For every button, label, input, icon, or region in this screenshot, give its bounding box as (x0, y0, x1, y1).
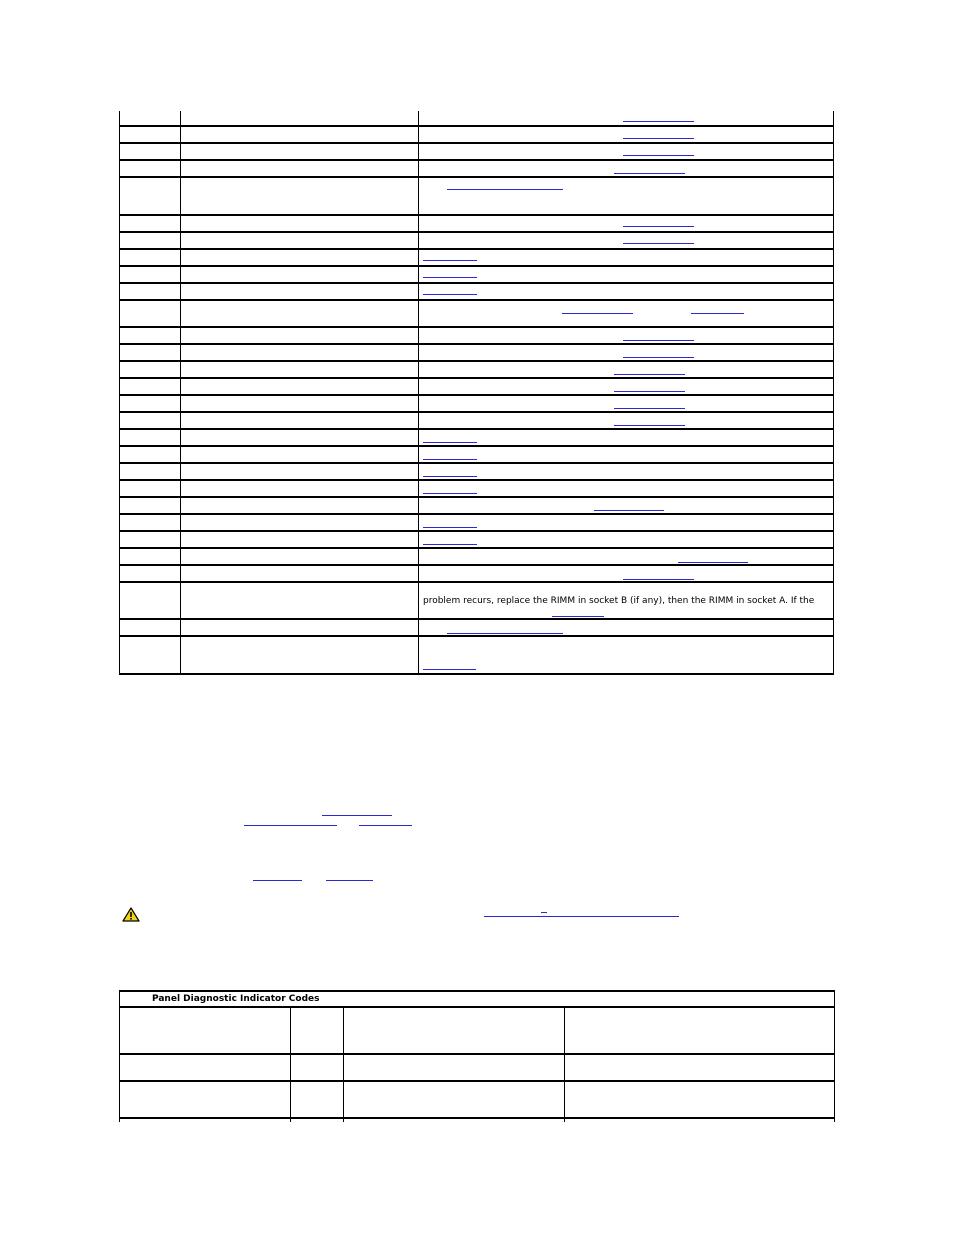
header-divider (119, 1006, 835, 1008)
table-row (119, 127, 834, 144)
link-underline[interactable] (322, 815, 392, 816)
link-underline[interactable] (623, 155, 694, 156)
table-border-left (119, 990, 120, 1122)
table-border-right (834, 990, 835, 1122)
link-underline[interactable] (423, 277, 477, 278)
table-row (119, 464, 834, 481)
link-underline[interactable] (623, 121, 694, 122)
link-underline[interactable] (594, 510, 664, 511)
row-divider (119, 1080, 835, 1082)
table-row (119, 498, 834, 515)
link-underline[interactable] (447, 189, 563, 190)
link-underline[interactable] (623, 579, 694, 580)
column-divider (343, 1006, 344, 1122)
link-underline[interactable] (423, 459, 477, 460)
table-row (119, 233, 834, 250)
link-underline[interactable] (359, 825, 412, 826)
link-underline[interactable] (614, 374, 685, 375)
table-row (119, 515, 834, 532)
table-row (119, 566, 834, 583)
table-row (119, 620, 834, 637)
table-row (119, 396, 834, 413)
link-underline[interactable] (541, 912, 547, 913)
row-divider (119, 1053, 835, 1055)
link-underline[interactable] (423, 294, 477, 295)
column-divider (564, 1006, 565, 1122)
link-underline[interactable] (423, 476, 477, 477)
link-underline[interactable] (423, 669, 476, 670)
table-border-top (119, 990, 835, 992)
row-description-text: problem recurs, replace the RIMM in socket B (if any), then the RIMM in socket A. If the (423, 596, 815, 606)
table-row (119, 447, 834, 464)
table-row (119, 532, 834, 549)
link-underline[interactable] (244, 825, 337, 826)
table-row (119, 637, 834, 675)
table-row (119, 250, 834, 267)
link-underline[interactable] (623, 138, 694, 139)
table-row (119, 549, 834, 566)
link-underline[interactable] (678, 562, 748, 563)
table-row (119, 267, 834, 284)
table-row (119, 481, 834, 498)
link-underline[interactable] (423, 544, 477, 545)
link-underline[interactable] (614, 173, 685, 174)
table-row (119, 216, 834, 233)
link-underline[interactable] (623, 243, 694, 244)
link-underline[interactable] (623, 340, 694, 341)
link-underline[interactable] (423, 527, 477, 528)
link-underline[interactable] (423, 442, 477, 443)
link-underline[interactable] (614, 408, 685, 409)
table-row (119, 379, 834, 396)
link-underline[interactable] (484, 916, 679, 917)
link-underline[interactable] (552, 616, 604, 617)
error-code-table (119, 111, 834, 675)
panel-diagnostic-table (119, 990, 835, 1122)
link-underline[interactable] (614, 391, 685, 392)
link-underline[interactable] (691, 313, 744, 314)
table-row (119, 144, 834, 161)
link-underline[interactable] (614, 425, 685, 426)
caution-icon (122, 907, 140, 922)
table-caption: Panel Diagnostic Indicator Codes (152, 994, 320, 1004)
table-row (119, 430, 834, 447)
link-underline[interactable] (623, 357, 694, 358)
link-underline[interactable] (423, 493, 477, 494)
table-row (119, 328, 834, 345)
table-row (119, 161, 834, 178)
link-underline[interactable] (326, 880, 373, 881)
link-underline[interactable] (447, 633, 563, 634)
link-underline[interactable] (423, 260, 477, 261)
link-underline[interactable] (562, 313, 633, 314)
link-underline[interactable] (623, 226, 694, 227)
table-row (119, 362, 834, 379)
table-row (119, 345, 834, 362)
row-divider (119, 1117, 835, 1119)
table-row (119, 413, 834, 430)
table-row (119, 284, 834, 301)
table-row (119, 583, 834, 620)
column-divider (290, 1006, 291, 1122)
link-underline[interactable] (253, 880, 302, 881)
table-row (119, 111, 834, 127)
table-row (119, 301, 834, 328)
table-row (119, 178, 834, 216)
